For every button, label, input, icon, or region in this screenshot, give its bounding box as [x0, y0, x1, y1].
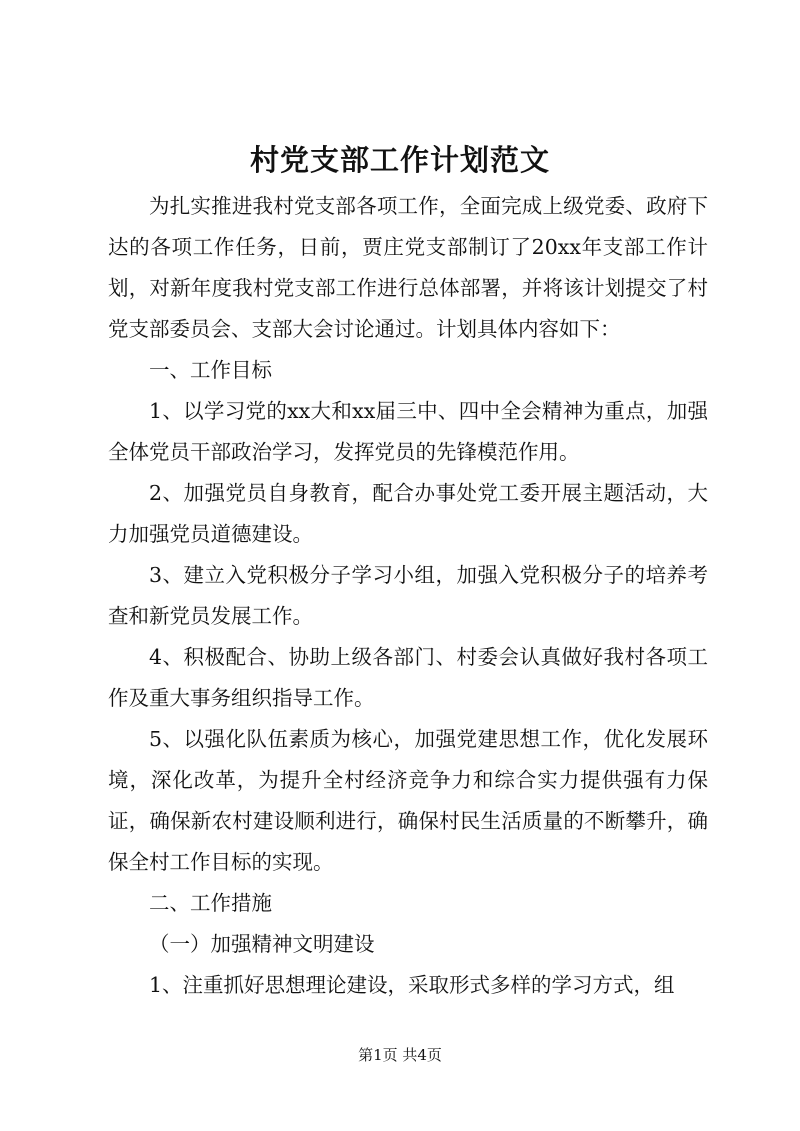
page-footer: 第1页 共4页 [358, 1046, 442, 1064]
goal-item-3: 3、建立入党积极分子学习小组，加强入党积极分子的培养考查和新党员发展工作。 [108, 563, 708, 628]
document-body [108, 186, 708, 1006]
section-heading-measures: 二、工作措施 [149, 891, 272, 915]
goal-item-5: 5、以强化队伍素质为核心，加强党建思想工作，优化发展环境，深化改革，为提升全村经济竞争力和综合实力提供强有力保证，确保新农村建设顺利进行，确保村民生活质量的不断攀升，确保全村工作目标的实现。 [108, 727, 708, 874]
goal-item-1: 1、以学习党的xx大和xx届三中、四中全会精神为重点，加强全体党员干部政治学习，发挥党员的先锋模范作用。 [108, 399, 708, 464]
goal-item-4: 4、积极配合、协助上级各部门、村委会认真做好我村各项工作及重大事务组织指导工作。 [108, 645, 708, 710]
subsection-heading-civilization: （一）加强精神文明建设 [149, 932, 375, 956]
measure-item-1: 1、注重抓好思想理论建设，采取形式多样的学习方式，组 [149, 973, 675, 997]
intro-paragraph: 为扎实推进我村党支部各项工作，全面完成上级党委、政府下达的各项工作任务，日前，贾庄党支部制订了20xx年支部工作计划，对新年度我村党支部工作进行总体部署，并将该计划提交了村党支部委员会、支部大会讨论通过。计划具体内容如下： [108, 194, 708, 341]
section-heading-goals: 一、工作目标 [149, 358, 272, 382]
goal-item-2: 2、加强党员自身教育，配合办事处党工委开展主题活动，大力加强党员道德建设。 [108, 481, 708, 546]
document-title: 村党支部工作计划范文 [249, 143, 550, 177]
